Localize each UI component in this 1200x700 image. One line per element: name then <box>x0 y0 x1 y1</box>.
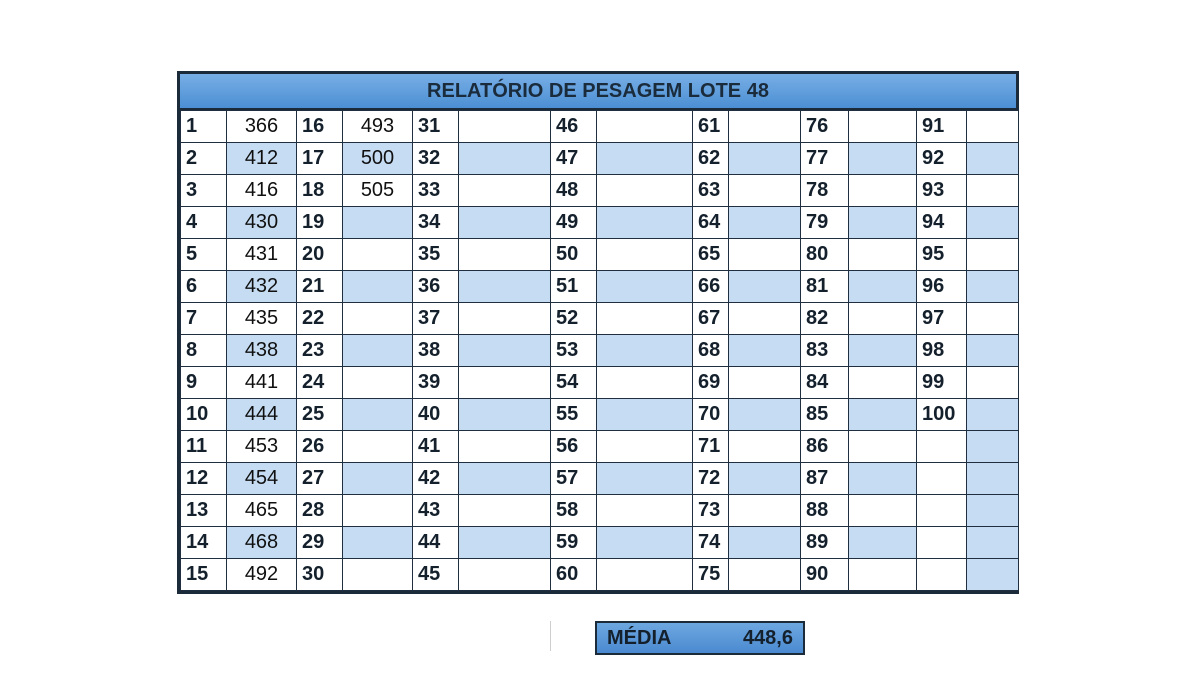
weight-cell[interactable] <box>729 463 801 495</box>
weights-grid <box>180 110 1019 591</box>
animal-number: 78 <box>801 175 849 207</box>
weight-cell[interactable] <box>849 175 917 207</box>
animal-number: 29 <box>297 527 343 559</box>
table-row <box>181 303 1019 335</box>
weight-cell[interactable] <box>459 207 551 239</box>
animal-number: 22 <box>297 303 343 335</box>
weight-cell[interactable]: 416 <box>227 175 297 207</box>
weight-cell[interactable] <box>343 559 413 591</box>
weight-cell[interactable] <box>597 431 693 463</box>
table-row <box>181 271 1019 303</box>
animal-number: 48 <box>551 175 597 207</box>
animal-number: 62 <box>693 143 729 175</box>
weight-cell[interactable]: 444 <box>227 399 297 431</box>
weight-cell[interactable] <box>597 111 693 143</box>
animal-number: 39 <box>413 367 459 399</box>
weight-cell[interactable] <box>459 495 551 527</box>
weight-cell[interactable]: 500 <box>343 143 413 175</box>
animal-number: 54 <box>551 367 597 399</box>
animal-number: 57 <box>551 463 597 495</box>
animal-number: 12 <box>181 463 227 495</box>
weight-cell[interactable]: 430 <box>227 207 297 239</box>
animal-number: 65 <box>693 239 729 271</box>
animal-number: 9 <box>181 367 227 399</box>
animal-number: 37 <box>413 303 459 335</box>
report-title: RELATÓRIO DE PESAGEM LOTE 48 <box>180 74 1016 110</box>
weight-cell[interactable] <box>849 399 917 431</box>
weight-cell[interactable] <box>597 207 693 239</box>
animal-number: 71 <box>693 431 729 463</box>
animal-number: 69 <box>693 367 729 399</box>
weight-cell[interactable] <box>343 367 413 399</box>
animal-number: 8 <box>181 335 227 367</box>
animal-number: 10 <box>181 399 227 431</box>
weight-cell[interactable] <box>597 175 693 207</box>
weight-cell[interactable] <box>967 527 1019 559</box>
table-row <box>181 431 1019 463</box>
weight-cell[interactable] <box>343 303 413 335</box>
weight-cell[interactable] <box>849 559 917 591</box>
animal-number: 30 <box>297 559 343 591</box>
animal-number: 16 <box>297 111 343 143</box>
weight-cell[interactable] <box>597 271 693 303</box>
weight-cell[interactable] <box>729 335 801 367</box>
animal-number: 82 <box>801 303 849 335</box>
weight-cell[interactable] <box>729 271 801 303</box>
animal-number: 3 <box>181 175 227 207</box>
weight-cell[interactable]: 431 <box>227 239 297 271</box>
animal-number: 79 <box>801 207 849 239</box>
weight-cell[interactable] <box>729 527 801 559</box>
weight-cell[interactable] <box>729 399 801 431</box>
animal-number: 27 <box>297 463 343 495</box>
weight-cell[interactable] <box>597 527 693 559</box>
animal-number: 17 <box>297 143 343 175</box>
weight-cell[interactable]: 412 <box>227 143 297 175</box>
weight-cell[interactable] <box>967 239 1019 271</box>
animal-number: 40 <box>413 399 459 431</box>
animal-number: 52 <box>551 303 597 335</box>
weight-cell[interactable] <box>967 399 1019 431</box>
animal-number: 18 <box>297 175 343 207</box>
weight-cell[interactable] <box>459 527 551 559</box>
weight-cell[interactable] <box>849 143 917 175</box>
weight-cell[interactable]: 453 <box>227 431 297 463</box>
animal-number: 100 <box>917 399 967 431</box>
table-row <box>181 111 1019 143</box>
weight-cell[interactable] <box>967 175 1019 207</box>
weight-cell[interactable] <box>849 111 917 143</box>
animal-number <box>917 527 967 559</box>
animal-number: 38 <box>413 335 459 367</box>
animal-number: 58 <box>551 495 597 527</box>
animal-number: 89 <box>801 527 849 559</box>
weight-cell[interactable] <box>967 367 1019 399</box>
animal-number: 80 <box>801 239 849 271</box>
weight-cell[interactable] <box>729 143 801 175</box>
animal-number: 43 <box>413 495 459 527</box>
weight-cell[interactable] <box>849 207 917 239</box>
animal-number: 28 <box>297 495 343 527</box>
table-row <box>181 143 1019 175</box>
weight-cell[interactable]: 438 <box>227 335 297 367</box>
average-label: MÉDIA <box>607 626 672 649</box>
animal-number <box>917 431 967 463</box>
average-box <box>595 621 805 655</box>
weight-cell[interactable] <box>343 271 413 303</box>
animal-number: 86 <box>801 431 849 463</box>
animal-number: 68 <box>693 335 729 367</box>
animal-number: 83 <box>801 335 849 367</box>
animal-number: 97 <box>917 303 967 335</box>
weight-cell[interactable]: 468 <box>227 527 297 559</box>
weight-cell[interactable] <box>597 367 693 399</box>
weight-cell[interactable]: 493 <box>343 111 413 143</box>
weight-cell[interactable] <box>729 239 801 271</box>
weight-cell[interactable]: 492 <box>227 559 297 591</box>
animal-number: 93 <box>917 175 967 207</box>
animal-number: 44 <box>413 527 459 559</box>
table-row <box>181 207 1019 239</box>
weight-cell[interactable]: 432 <box>227 271 297 303</box>
animal-number: 2 <box>181 143 227 175</box>
weight-cell[interactable] <box>459 239 551 271</box>
table-row <box>181 367 1019 399</box>
animal-number: 20 <box>297 239 343 271</box>
weight-cell[interactable] <box>597 335 693 367</box>
weight-cell[interactable] <box>459 335 551 367</box>
animal-number: 63 <box>693 175 729 207</box>
animal-number: 64 <box>693 207 729 239</box>
weight-cell[interactable]: 505 <box>343 175 413 207</box>
animal-number: 96 <box>917 271 967 303</box>
weight-cell[interactable] <box>849 431 917 463</box>
weight-cell[interactable]: 454 <box>227 463 297 495</box>
animal-number: 50 <box>551 239 597 271</box>
animal-number: 76 <box>801 111 849 143</box>
animal-number: 46 <box>551 111 597 143</box>
weight-cell[interactable] <box>459 463 551 495</box>
table-row <box>181 335 1019 367</box>
animal-number: 56 <box>551 431 597 463</box>
weight-cell[interactable] <box>729 111 801 143</box>
animal-number: 25 <box>297 399 343 431</box>
animal-number: 15 <box>181 559 227 591</box>
animal-number: 32 <box>413 143 459 175</box>
weight-cell[interactable] <box>967 111 1019 143</box>
weight-cell[interactable] <box>459 175 551 207</box>
weight-cell[interactable] <box>849 335 917 367</box>
animal-number <box>917 463 967 495</box>
animal-number: 84 <box>801 367 849 399</box>
weight-cell[interactable] <box>967 335 1019 367</box>
weight-cell[interactable] <box>343 335 413 367</box>
animal-number: 94 <box>917 207 967 239</box>
weight-cell[interactable] <box>849 495 917 527</box>
animal-number: 91 <box>917 111 967 143</box>
animal-number: 31 <box>413 111 459 143</box>
weight-cell[interactable] <box>597 239 693 271</box>
weight-cell[interactable] <box>459 559 551 591</box>
animal-number: 67 <box>693 303 729 335</box>
animal-number: 47 <box>551 143 597 175</box>
animal-number: 77 <box>801 143 849 175</box>
animal-number: 72 <box>693 463 729 495</box>
animal-number: 53 <box>551 335 597 367</box>
weight-cell[interactable] <box>597 303 693 335</box>
animal-number: 6 <box>181 271 227 303</box>
animal-number: 33 <box>413 175 459 207</box>
weight-cell[interactable] <box>729 559 801 591</box>
animal-number: 21 <box>297 271 343 303</box>
separator-line <box>550 621 551 651</box>
animal-number: 36 <box>413 271 459 303</box>
weight-cell[interactable] <box>343 527 413 559</box>
table-row <box>181 527 1019 559</box>
weighing-report-table <box>177 71 1019 594</box>
weight-cell[interactable] <box>597 463 693 495</box>
weight-cell[interactable] <box>967 431 1019 463</box>
weight-cell[interactable] <box>343 495 413 527</box>
animal-number: 14 <box>181 527 227 559</box>
animal-number: 26 <box>297 431 343 463</box>
animal-number: 41 <box>413 431 459 463</box>
weight-cell[interactable] <box>967 495 1019 527</box>
weight-cell[interactable]: 366 <box>227 111 297 143</box>
animal-number: 42 <box>413 463 459 495</box>
animal-number: 19 <box>297 207 343 239</box>
weight-cell[interactable] <box>343 399 413 431</box>
weight-cell[interactable] <box>729 175 801 207</box>
weight-cell[interactable] <box>597 559 693 591</box>
weight-cell[interactable] <box>849 527 917 559</box>
animal-number: 24 <box>297 367 343 399</box>
weight-cell[interactable] <box>729 431 801 463</box>
animal-number: 51 <box>551 271 597 303</box>
weight-cell[interactable] <box>967 207 1019 239</box>
animal-number <box>917 559 967 591</box>
weight-cell[interactable] <box>729 303 801 335</box>
weight-cell[interactable] <box>967 143 1019 175</box>
animal-number: 55 <box>551 399 597 431</box>
animal-number: 98 <box>917 335 967 367</box>
animal-number: 59 <box>551 527 597 559</box>
weight-cell[interactable] <box>967 303 1019 335</box>
animal-number: 13 <box>181 495 227 527</box>
table-row <box>181 399 1019 431</box>
table-row <box>181 175 1019 207</box>
weight-cell[interactable] <box>967 271 1019 303</box>
animal-number: 73 <box>693 495 729 527</box>
weight-cell[interactable] <box>849 463 917 495</box>
animal-number: 35 <box>413 239 459 271</box>
animal-number: 7 <box>181 303 227 335</box>
weight-cell[interactable] <box>849 367 917 399</box>
weight-cell[interactable] <box>459 111 551 143</box>
weight-cell[interactable] <box>849 303 917 335</box>
weight-cell[interactable] <box>459 367 551 399</box>
animal-number: 45 <box>413 559 459 591</box>
table-row <box>181 463 1019 495</box>
weight-cell[interactable] <box>459 143 551 175</box>
weight-cell[interactable] <box>459 431 551 463</box>
animal-number: 87 <box>801 463 849 495</box>
animal-number: 92 <box>917 143 967 175</box>
animal-number: 61 <box>693 111 729 143</box>
table-row <box>181 559 1019 591</box>
animal-number: 75 <box>693 559 729 591</box>
animal-number: 60 <box>551 559 597 591</box>
table-row <box>181 495 1019 527</box>
animal-number: 1 <box>181 111 227 143</box>
table-row <box>181 239 1019 271</box>
animal-number: 90 <box>801 559 849 591</box>
weight-cell[interactable] <box>967 463 1019 495</box>
weight-cell[interactable] <box>343 431 413 463</box>
animal-number: 23 <box>297 335 343 367</box>
animal-number: 85 <box>801 399 849 431</box>
weight-cell[interactable] <box>343 207 413 239</box>
animal-number: 88 <box>801 495 849 527</box>
animal-number: 66 <box>693 271 729 303</box>
weight-cell[interactable] <box>849 239 917 271</box>
weight-cell[interactable]: 465 <box>227 495 297 527</box>
animal-number: 99 <box>917 367 967 399</box>
weight-cell[interactable] <box>459 399 551 431</box>
average-value: 448,6 <box>742 626 793 649</box>
weight-cell[interactable] <box>459 303 551 335</box>
animal-number <box>917 495 967 527</box>
weight-cell[interactable] <box>729 367 801 399</box>
weight-cell[interactable] <box>343 239 413 271</box>
animal-number: 34 <box>413 207 459 239</box>
animal-number: 4 <box>181 207 227 239</box>
weight-cell[interactable] <box>597 143 693 175</box>
weight-cell[interactable] <box>597 495 693 527</box>
weight-cell[interactable] <box>849 271 917 303</box>
animal-number: 49 <box>551 207 597 239</box>
weight-cell[interactable]: 441 <box>227 367 297 399</box>
animal-number: 11 <box>181 431 227 463</box>
weight-cell[interactable] <box>729 207 801 239</box>
weight-cell[interactable]: 435 <box>227 303 297 335</box>
animal-number: 81 <box>801 271 849 303</box>
animal-number: 70 <box>693 399 729 431</box>
weight-cell[interactable] <box>343 463 413 495</box>
animal-number: 95 <box>917 239 967 271</box>
weight-cell[interactable] <box>967 559 1019 591</box>
weight-cell[interactable] <box>729 495 801 527</box>
animal-number: 74 <box>693 527 729 559</box>
weight-cell[interactable] <box>597 399 693 431</box>
animal-number: 5 <box>181 239 227 271</box>
weight-cell[interactable] <box>459 271 551 303</box>
